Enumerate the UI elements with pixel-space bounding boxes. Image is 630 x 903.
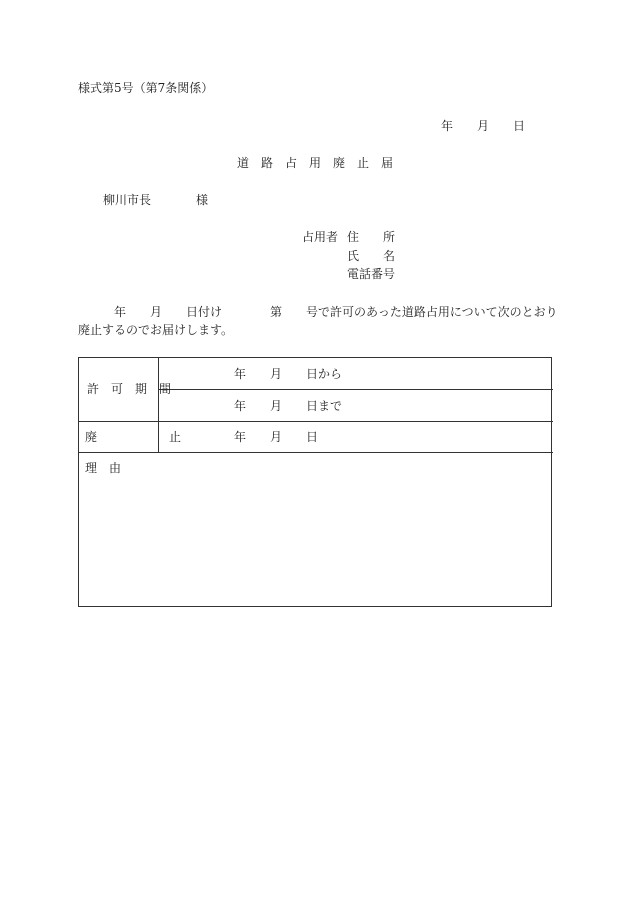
applicant-address-label: 住 所: [347, 230, 396, 244]
addressee-office: 柳川市長: [103, 193, 152, 207]
form-table: [78, 357, 552, 607]
body-text-line-1: 年 月 日付け 第 号で許可のあった道路占用について次のとおり: [78, 305, 558, 319]
permit-row-divider: [158, 389, 553, 390]
permit-from-date: 年 月 日から: [234, 367, 343, 381]
date-line: 年 月 日: [441, 119, 526, 133]
abolition-label: 廃 止: [85, 430, 182, 444]
permit-period-label: 許 可 期 間: [87, 382, 172, 396]
addressee-honorific: 様: [196, 193, 209, 207]
abolition-row-top-border: [79, 421, 553, 422]
applicant-name-label: 氏 名: [347, 249, 396, 263]
body-text-line-2: 廃止するのでお届けします。: [78, 323, 234, 337]
reason-field[interactable]: [80, 478, 550, 604]
applicant-heading: 占用者: [302, 230, 339, 244]
abolition-date: 年 月 日: [234, 430, 319, 444]
document-title: 道 路 占 用 廃 止 届: [237, 156, 394, 170]
reason-row-top-border: [79, 452, 553, 453]
applicant-phone-label: 電話番号: [347, 267, 396, 281]
permit-to-date: 年 月 日まで: [234, 399, 343, 413]
form-number: 様式第5号（第7条関係）: [78, 81, 214, 95]
reason-label: 理 由: [85, 461, 122, 475]
